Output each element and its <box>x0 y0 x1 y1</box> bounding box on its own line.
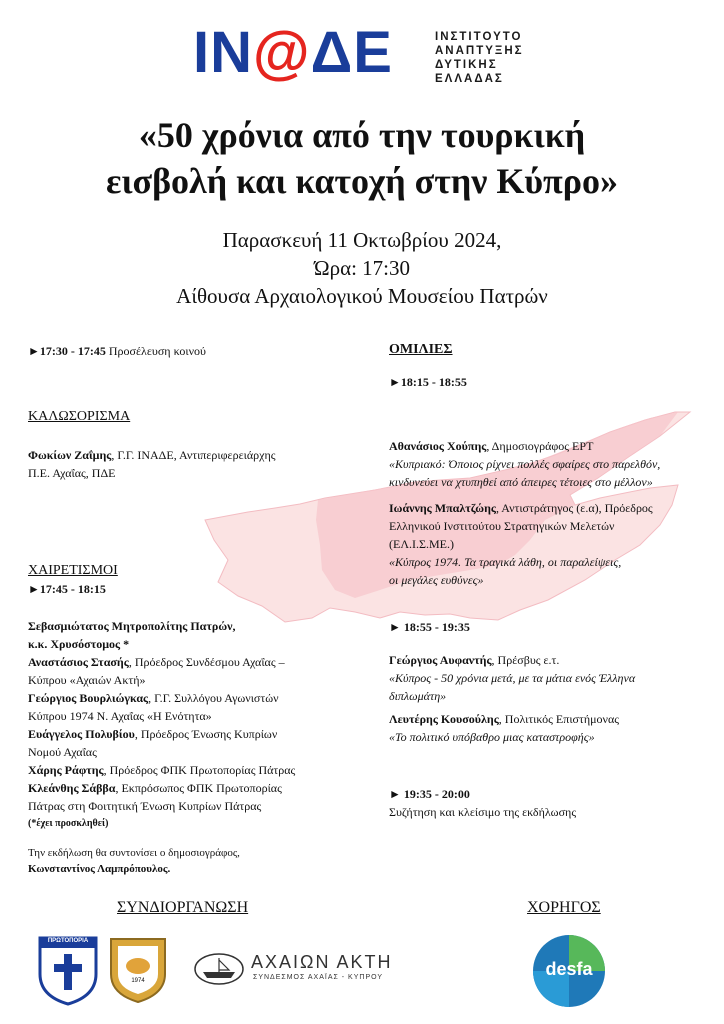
logo-subtitle: ΙΝΣΤΙΤΟΥΤΟ ΑΝΑΠΤΥΞΗΣ ΔΥΤΙΚΗΣ ΕΛΛΑΔΑΣ <box>435 31 524 85</box>
list-item: Πάτρας στη Φοιτητική Ένωση Κυπρίων Πάτρας <box>28 799 262 813</box>
protoporia-logo: ΠΡΩΤΟΠΟΡΙΑ <box>36 934 100 1006</box>
greetings-time: ►17:45 - 18:15 <box>28 582 106 596</box>
list-item: Σεβασμιώτατος Μητροπολίτης Πατρών, <box>28 619 236 633</box>
speaker-1: Αθανάσιος Χούπης, Δημοσιογράφος ΕΡΤ «Κυπριακό: Όποιος ρίχνει πολλές σφαίρες στο παρελθόν, κινδυνεύει να χτυπηθεί από άπειρες τέτοιες στο μέλλον» <box>389 439 661 489</box>
inade-logo <box>187 18 543 100</box>
list-item: Κύπρου 1974 Ν. Αχαΐας «Η Ενότητα» <box>28 709 212 723</box>
talks-time-1: ►18:15 - 18:55 <box>389 375 467 389</box>
list-item: Γεώργιος Βουρλιώγκας, Γ.Γ. Συλλόγου Αγωνιστών <box>28 691 279 705</box>
coorganizers-heading: ΣΥΝΔΙΟΡΓΑΝΩΣΗ <box>117 899 249 916</box>
sponsor-heading: ΧΟΡΗΓΟΣ <box>527 899 601 916</box>
speaker-2: Ιωάννης Μπαλτζώης, Αντιστράτηγος (ε.α), Πρόεδρος Ελληνικού Ινστιτούτου Στρατηγικών Μελετών (ΕΛ.Ι.Σ.ΜΕ.) «Κύπρος 1974. Τα τραγικά λάθη, οι παραλείψεις, οι μεγάλες ευθύνες» <box>389 501 653 587</box>
list-item: Αναστάσιος Στασής, Πρόεδρος Συνδέσμου Αχαΐας – <box>28 655 285 669</box>
list-item: Ευάγγελος Πολυβίου, Πρόεδρος Ένωσης Κυπρίων <box>28 727 278 741</box>
moderator-note: Την εκδήλωση θα συντονίσει ο δημοσιογράφος, Κωνσταντίνος Λαμπρόπουλος. <box>28 847 240 875</box>
achaion-akti-logo: ΑΧΑΙΩΝ ΑΚΤΗ ΣΥΝΔΕΣΜΟΣ ΑΧΑΪΑΣ - ΚΥΠΡΟΥ <box>193 952 423 992</box>
talks-time-2: ► 18:55 - 19:35 <box>389 620 470 634</box>
shield-icon <box>36 934 100 1006</box>
list-item: Κλεάνθης Σάββα, Εκπρόσωπος ΦΠΚ Πρωτοπορίας <box>28 781 282 795</box>
speaker-4: Λευτέρης Κουσούλης, Πολιτικός Επιστήμονας «Το πολιτικό υπόβαθρο μιας καταστροφής» <box>389 712 620 744</box>
ship-emblem-icon <box>193 952 245 986</box>
badge-icon <box>108 936 168 1004</box>
list-item: Νομού Αχαΐας <box>28 745 97 759</box>
greetings-list <box>28 617 295 815</box>
list-item: Χάρης Ράφτης, Πρόεδρος ΦΠΚ Πρωτοπορίας Πάτρας <box>28 763 296 777</box>
enotita-1974-logo: 1974 <box>108 936 168 1004</box>
talks-heading: ΟΜΙΛΙΕΣ <box>389 342 453 357</box>
discussion-slot: ► 19:35 - 20:00 Συζήτηση και κλείσιμο της εκδήλωσης <box>389 787 577 819</box>
arrival-slot: ►17:30 - 17:45 Προσέλευση κοινού <box>28 344 206 358</box>
welcome-heading: ΚΑΛΩΣΟΡΙΣΜΑ <box>28 409 131 424</box>
logo-wordmark: IN@ΔΕ <box>193 20 393 85</box>
list-item: κ.κ. Χρυσόστομος * <box>28 637 130 651</box>
list-item: Κύπρου «Αχαιών Ακτή» <box>28 673 146 687</box>
arrival-time: ►17:30 - 17:45 <box>28 344 106 358</box>
event-title: «50 χρόνια από την τουρκική εισβολή και κατοχή στην Κύπρο» <box>105 115 619 201</box>
greetings-heading: ΧΑΙΡΕΤΙΣΜΟΙ <box>28 563 118 578</box>
desfa-logo: desfa <box>531 933 607 1009</box>
event-datetime-venue: Παρασκευή 11 Οκτωβρίου 2024, Ώρα: 17:30 Αίθουσα Αρχαιολογικού Μουσείου Πατρών <box>176 228 548 308</box>
welcome-block: Φωκίων Ζαΐμης, Γ.Γ. ΙΝΑΔΕ, Αντιπεριφερειάρχης Π.Ε. Αχαΐας, ΠΔΕ <box>28 448 276 480</box>
invited-note: (*έχει προσκληθεί) <box>28 818 109 829</box>
speaker-3: Γεώργιος Αυφαντής, Πρέσβυς ε.τ. «Κύπρος - 50 χρόνια μετά, με τα μάτια ενός Έλληνα διπλωμάτη» <box>389 653 636 703</box>
